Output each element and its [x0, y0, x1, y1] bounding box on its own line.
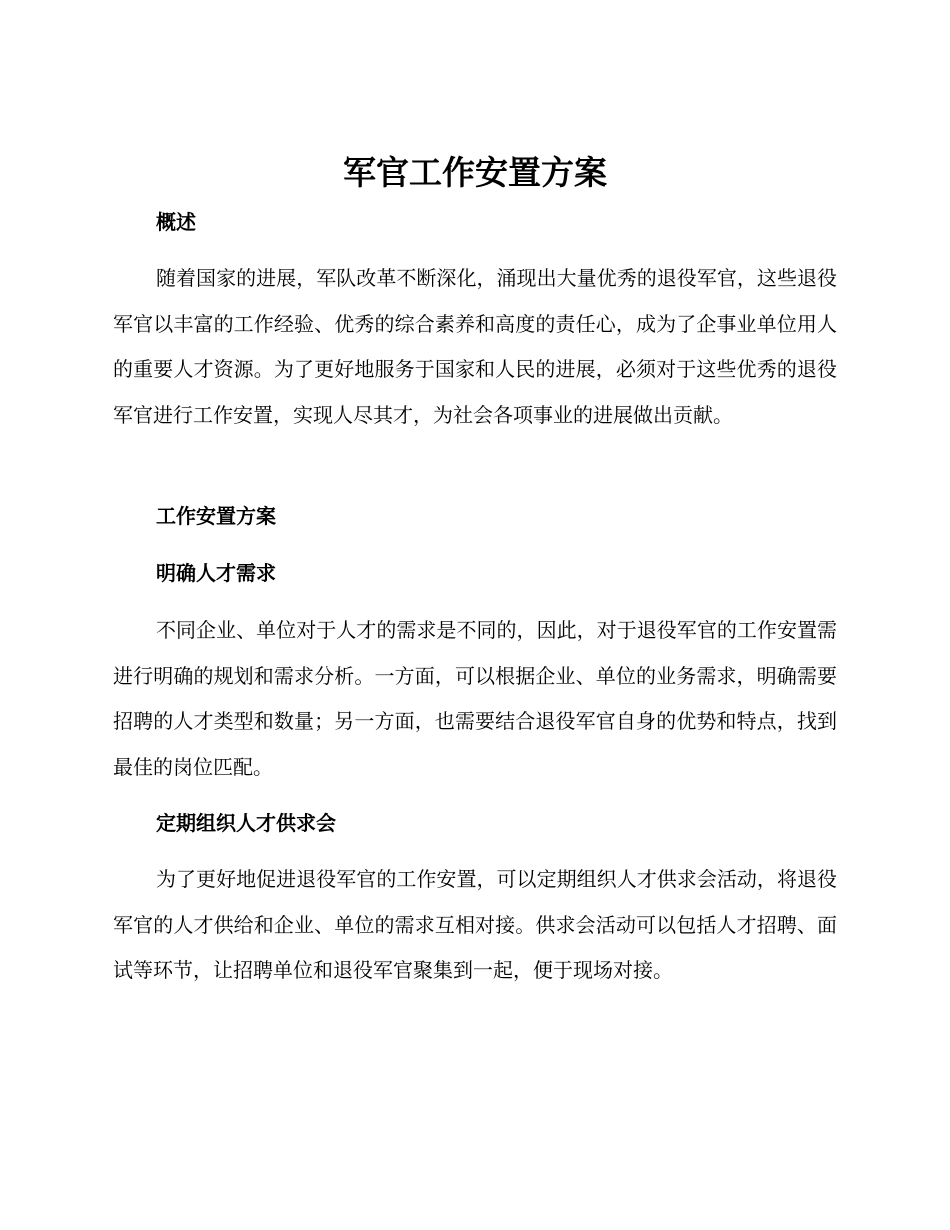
paragraph-overview: 随着国家的进展，军队改革不断深化，涌现出大量优秀的退役军官，这些退役军官以丰富的工作经验、优秀的综合素养和高度的责任心，成为了企事业单位用人的重要人才资源。为了更好地服务于国家和人民的进展，必须对于这些优秀的退役军官进行工作安置，实现人尽其才，为社会各项事业的进展做出贡献。 [113, 266, 837, 427]
section-heading-plan: 工作安置方案 [156, 504, 276, 528]
subsection-heading-demand: 明确人才需求 [156, 561, 276, 585]
paragraph-fair: 为了更好地促进退役军官的工作安置，可以定期组织人才供求会活动，将退役军官的人才供给和企业、单位的需求互相对接。供求会活动可以包括人才招聘、面试等环节，让招聘单位和退役军官聚集到一起，便于现场对接。 [113, 867, 837, 982]
paragraph-demand: 不同企业、单位对于人才的需求是不同的，因此，对于退役军官的工作安置需进行明确的规划和需求分析。一方面，可以根据企业、单位的业务需求，明确需要招聘的人才类型和数量；另一方面，也需要结合退役军官自身的优势和特点，找到最佳的岗位匹配。 [113, 618, 837, 779]
subsection-heading-fair: 定期组织人才供求会 [156, 811, 336, 835]
section-heading-overview: 概述 [156, 210, 196, 234]
document-title: 军官工作安置方案 [343, 153, 607, 192]
